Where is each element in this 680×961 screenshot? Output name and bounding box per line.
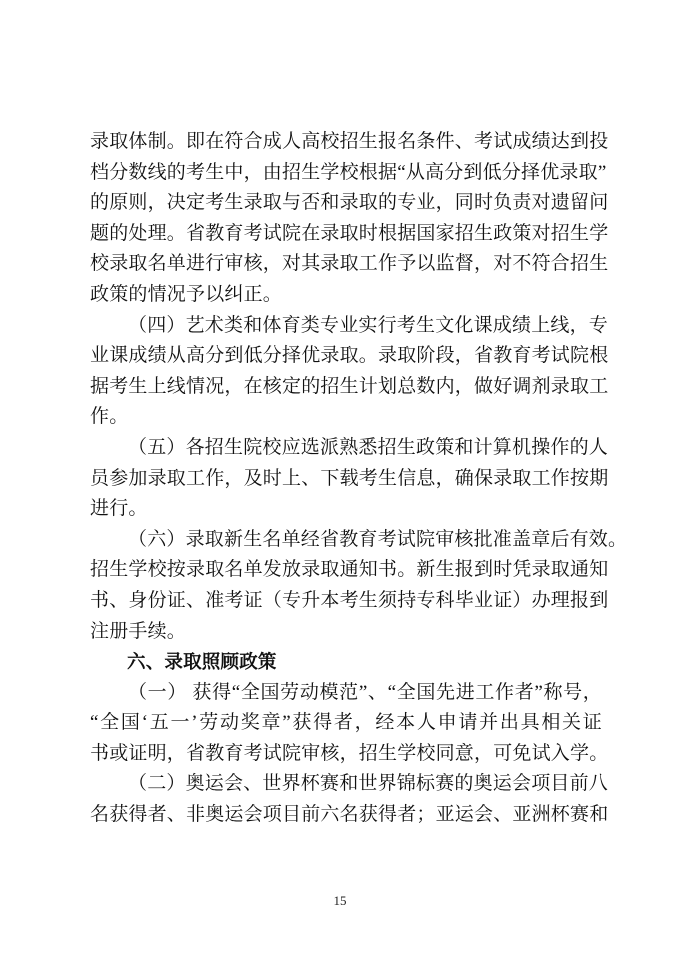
text-line: 进行。 [90,498,148,520]
text-line: 作。 [90,406,129,428]
text-line: （二）奥运会、世界杯赛和世界锦标赛的奥运会项目前八 [128,773,609,795]
paragraph-admission-system [90,127,609,311]
text-line: 政策的情况予以纠正。 [90,283,283,305]
paragraph-item-6 [90,525,628,647]
text-line: 名获得者、非奥运会项目前六名获得者；亚运会、亚洲杯赛和 [90,804,609,826]
paragraph-policy-2 [90,769,609,830]
paragraph-policy-1 [90,678,609,770]
text-line: 六、录取照顾政策 [127,651,277,673]
text-line: “全国‘五一’劳动奖章”获得者，经本人申请并出具相关证 [90,712,602,734]
text-line: 招生学校按录取名单发放录取通知书。新生报到时凭录取通知 [90,559,609,581]
text-line: 录取体制。即在符合成人高校招生报名条件、考试成绩达到投 [90,131,609,152]
document-body [90,127,628,831]
text-line: 业课成绩从高分到低分择优录取。录取阶段，省教育考试院根 [90,345,609,367]
text-line: 校录取名单进行审核，对其录取工作予以监督，对不符合招生 [90,253,609,275]
text-line: 据考生上线情况，在核定的招生计划总数内，做好调剂录取工 [90,375,609,397]
text-line: （四）艺术类和体育类专业实行考生文化课成绩上线，专 [128,314,609,336]
paragraph-item-5 [90,433,609,525]
text-line: （五）各招生院校应选派熟悉招生政策和计算机操作的人 [128,436,609,458]
text-line: 档分数线的考生中，由招生学校根据“从高分到低分择优录取” [90,161,607,183]
text-line: 书或证明，省教育考试院审核，招生学校同意，可免试入学。 [90,742,609,764]
section-heading-6 [90,647,602,678]
text-line: （六）录取新生名单经省教育考试院审核批准盖章后有效。 [128,528,628,550]
text-line: 书、身份证、准考证（专升本考生须持专科毕业证）办理报到 [90,589,609,611]
text-line: （一） 获得“全国劳动模范”、“全国先进工作者”称号， [128,681,602,703]
text-line: 的原则，决定考生录取与否和录取的专业，同时负责对遗留问 [90,192,609,214]
paragraph-item-4 [90,311,609,433]
text-line: 员参加录取工作，及时上、下载考生信息，确保录取工作按期 [90,467,609,489]
text-line: 注册手续。 [90,620,187,642]
page-number: 15 [333,893,347,908]
text-line: 题的处理。省教育考试院在录取时根据国家招生政策对招生学 [90,222,609,244]
